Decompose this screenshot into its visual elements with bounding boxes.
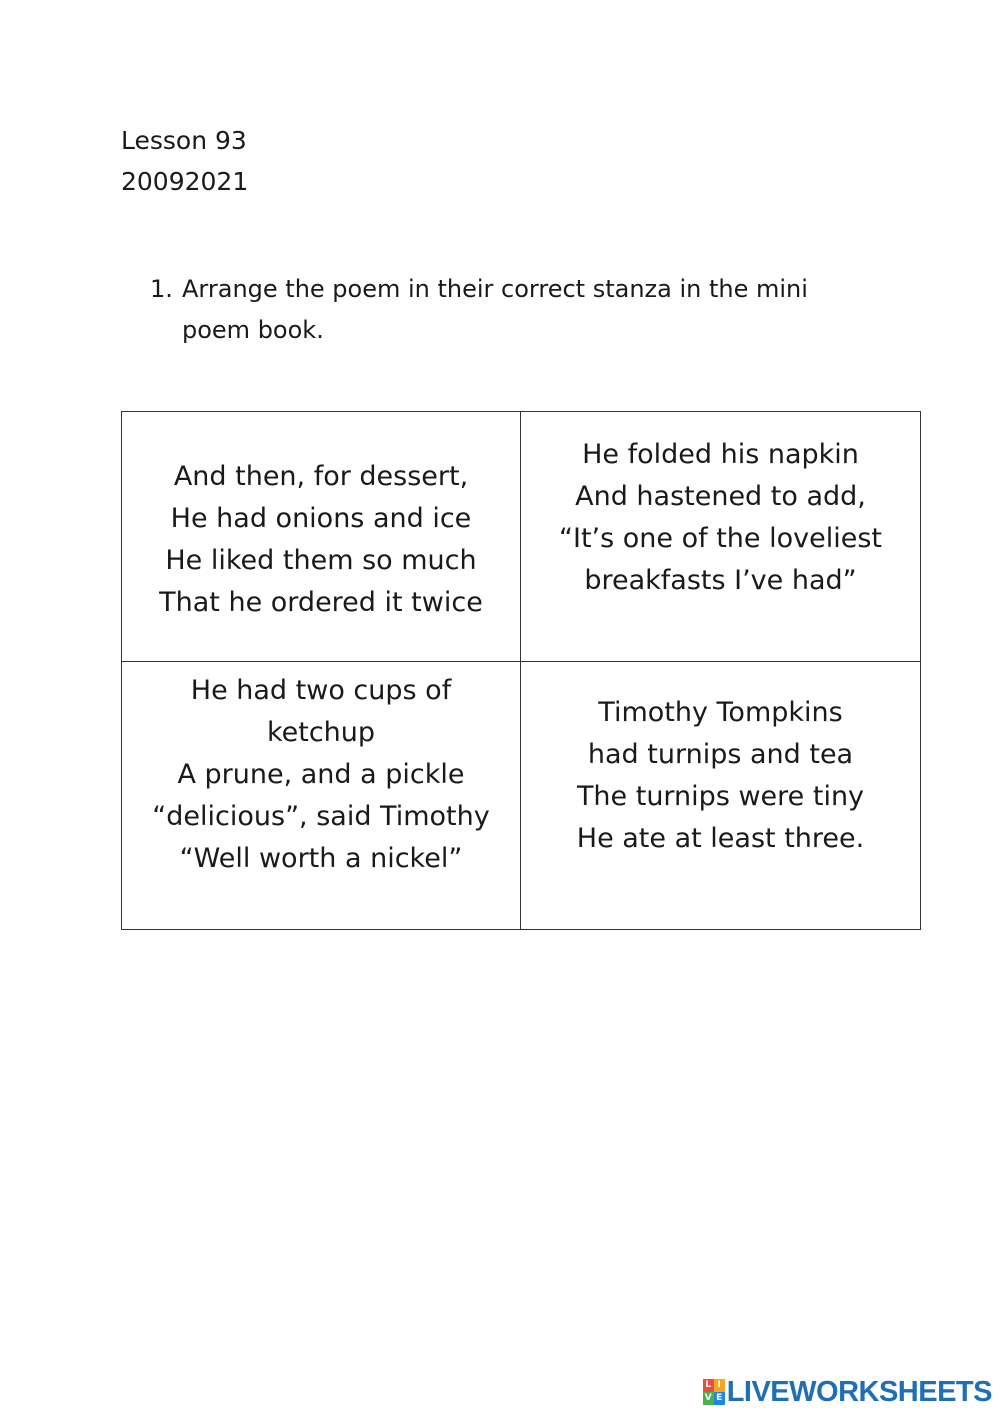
instruction-text: Arrange the poem in their correct stanza in the mini poem book. [182, 275, 808, 344]
stanza-line: He ate at least three. [576, 823, 865, 854]
logo-letter: I [714, 1379, 725, 1392]
stanza-line: He had two cups of [190, 675, 452, 706]
logo-letter: E [714, 1392, 725, 1405]
stanza-line: ketchup [266, 717, 376, 748]
logo-letter: L [703, 1379, 714, 1392]
lesson-title: Lesson 93 [121, 126, 247, 155]
stanza-line: “delicious”, said Timothy [152, 801, 490, 832]
brand-name: LIVEWORKSHEETS [726, 1376, 992, 1408]
stanza-box-top-left[interactable] [122, 412, 521, 662]
stanza-line: And then, for dessert, [173, 461, 469, 492]
instruction [150, 269, 870, 351]
stanza-line: A prune, and a pickle [177, 759, 465, 790]
stanza-line: Timothy Tompkins [598, 697, 843, 728]
stanza-line: He had onions and ice [170, 503, 472, 534]
liveworksheets-logo[interactable] [703, 1376, 992, 1408]
stanza-text [122, 670, 520, 880]
stanza-text [122, 456, 520, 624]
stanza-line: breakfasts I’ve had” [584, 565, 857, 596]
stanza-line: “It’s one of the loveliest [559, 523, 882, 554]
stanza-line: He folded his napkin [582, 439, 859, 470]
stanza-line: And hastened to add, [575, 481, 866, 512]
stanza-box-top-right[interactable] [521, 412, 920, 662]
stanza-text [521, 692, 920, 860]
brand-logo-icon [703, 1379, 725, 1405]
stanza-line: That he ordered it twice [159, 587, 483, 618]
instruction-number: 1. [150, 275, 173, 303]
logo-letter: V [703, 1392, 714, 1405]
stanza-text [521, 434, 920, 602]
stanza-line: “Well worth a nickel” [179, 843, 463, 874]
stanza-line: had turnips and tea [587, 739, 854, 770]
stanza-line: He liked them so much [165, 545, 477, 576]
stanza-box-bottom-right[interactable] [521, 662, 920, 929]
stanza-line: The turnips were tiny [576, 781, 865, 812]
stanza-box-bottom-left[interactable] [122, 662, 521, 929]
lesson-date: 20092021 [121, 167, 249, 196]
stanza-grid [121, 411, 921, 930]
